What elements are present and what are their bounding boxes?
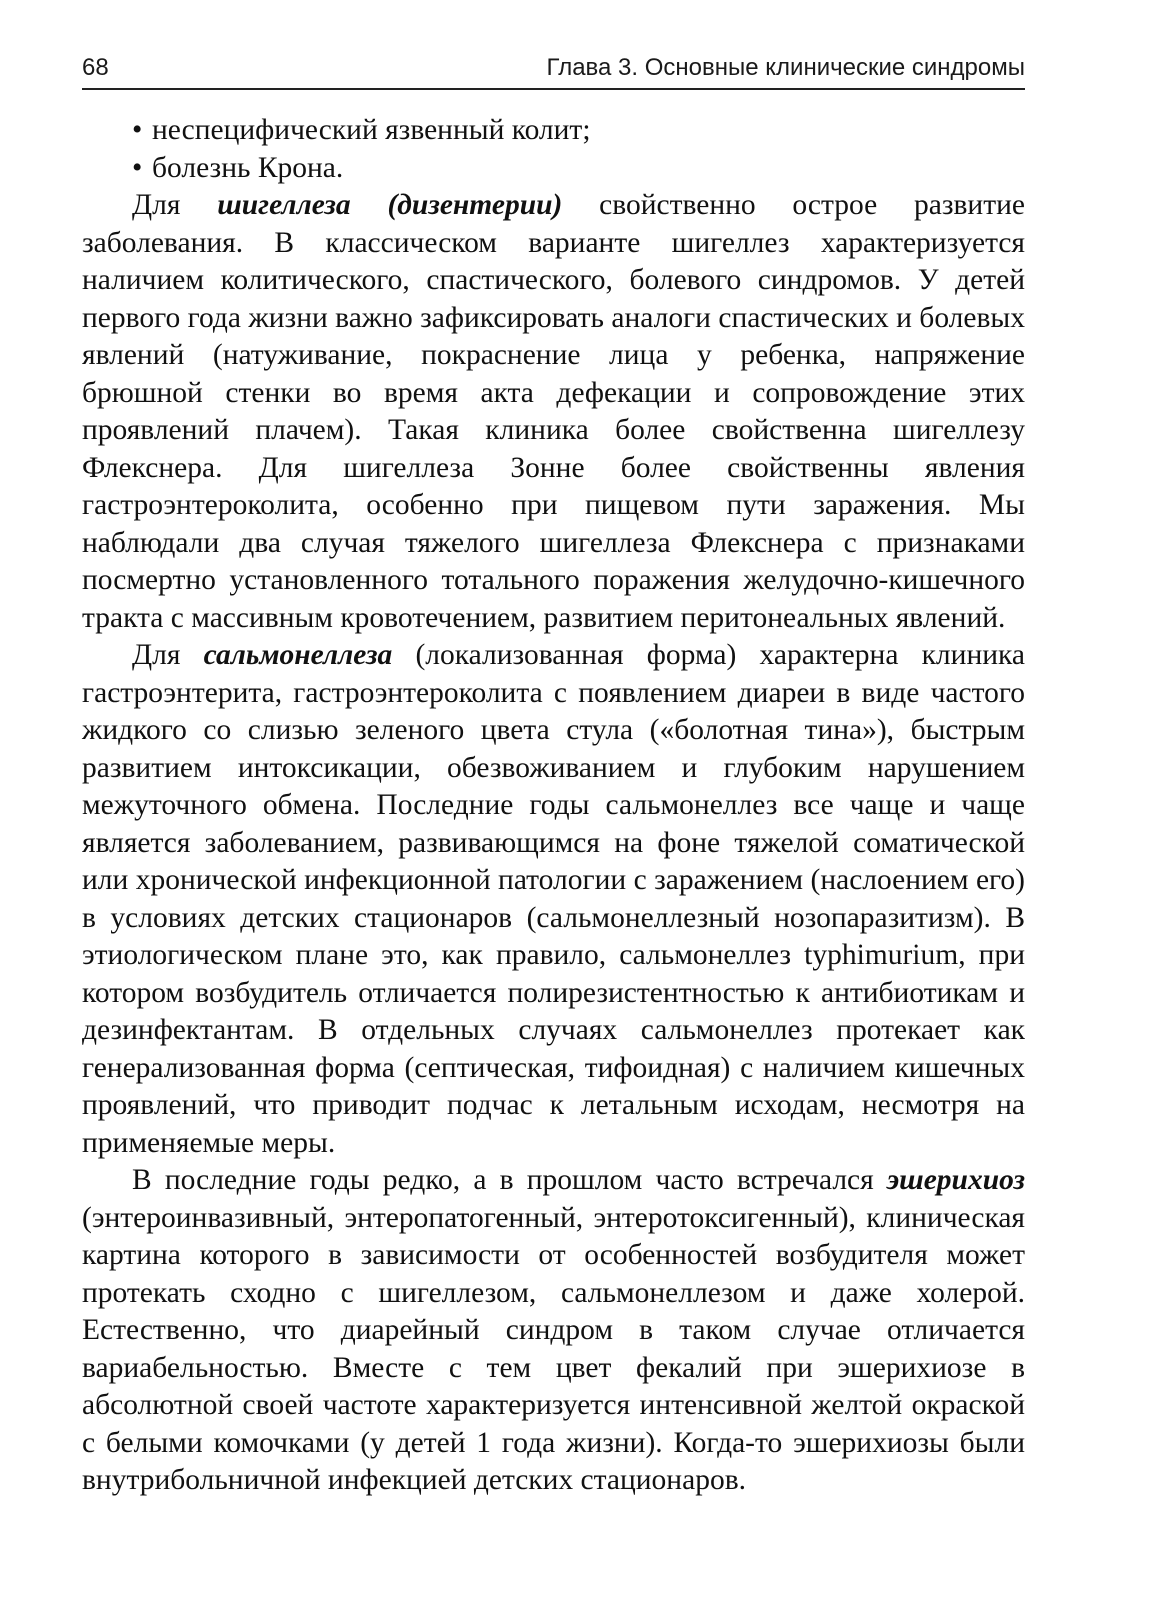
- term-salmonellosis: сальмонеллеза: [203, 639, 393, 671]
- paragraph-text: Для: [132, 639, 204, 671]
- running-header: [82, 48, 1025, 90]
- bullet-item: [82, 150, 1025, 188]
- bullet-symbol: •: [132, 114, 143, 146]
- bullet-text: неспецифический язвенный колит;: [152, 114, 591, 146]
- paragraph-salmonellosis: [82, 637, 1025, 1162]
- chapter-title: Глава 3. Основные клинические синдромы: [546, 54, 1025, 81]
- bullet-item: [82, 112, 1025, 150]
- paragraph-escherichiosis: [82, 1162, 1025, 1500]
- paragraph-text: свойственно острое развитие заболевания. В классическом варианте шигеллез характеризуется наличием колитического, спастического, болевого синдромов. У детей первого года жизни важно зафиксировать аналоги спастических и болевых явлений (натуживание, покраснение лица у ребенка, напряжение брюшной стенки во время акта дефекации и сопровождение этих проявлений плачем). Такая клиника более свойственна шигеллезу Флекснера. Для шигеллеза Зонне более свойственны явления гастроэнтероколита, особенно при пищевом пути заражения. Мы наблюдали два случая тяжелого шигеллеза Флекснера с признаками посмертно установленного тотального поражения желудочно-кишечного тракта с массивным кровотечением, развитием перитонеальных явлений.: [82, 189, 1025, 634]
- paragraph-text: Для: [132, 189, 218, 221]
- term-shigellosis: шигеллеза (дизентерии): [217, 189, 563, 221]
- bullet-symbol: •: [132, 151, 143, 184]
- paragraph-text: В последние годы редко, а в прошлом часто встречался: [132, 1164, 887, 1196]
- page-number: 68: [82, 54, 109, 81]
- body-text: [82, 112, 1025, 1500]
- bullet-text: болезнь Крона.: [152, 151, 344, 184]
- paragraph-text: (энтероинвазивный, энтеропатогенный, энтеротоксигенный), клиническая картина которого в зависимости от особенностей возбудителя может протекать сходно с шигеллезом, сальмонеллезом и даже холерой. Естественно, что диарейный синдром в таком случае отличается вариабельностью. Вместе с тем цвет фекалий при эшерихиозе в абсолютной своей частоте характеризуется интенсивной желтой окраской с белыми комочками (у детей 1 года жизни). Когда-то эшерихиозы были внутрибольничной инфекцией детских стационаров.: [82, 1201, 1025, 1496]
- paragraph-shigellosis: [82, 187, 1025, 637]
- paragraph-text: (локализованная форма) характерна клиника гастроэнтерита, гастроэнтероколита с появлением диареи в виде частого жидкого со слизью зеленого цвета стула («болотная тина»), быстрым развитием интоксикации, обезвоживанием и глубоким нарушением межуточного обмена. Последние годы сальмонеллез все чаще и чаще является заболеванием, развивающимся на фоне тяжелой соматической или хронической инфекционной патологии с заражением (наслоением его) в условиях детских стационаров (сальмонеллезный нозопаразитизм). В этиологическом плане это, как правило, сальмонеллез typhimurium, при котором возбудитель отличается полирезистентностью к антибиотикам и дезинфектантам. В отдельных случаях сальмонеллез протекает как генерализованная форма (септическая, тифоидная) с наличием кишечных проявлений, что приводит подчас к летальным исходам, несмотря на применяемые меры.: [82, 639, 1025, 1159]
- term-escherichiosis: эшерихиоз: [886, 1164, 1025, 1196]
